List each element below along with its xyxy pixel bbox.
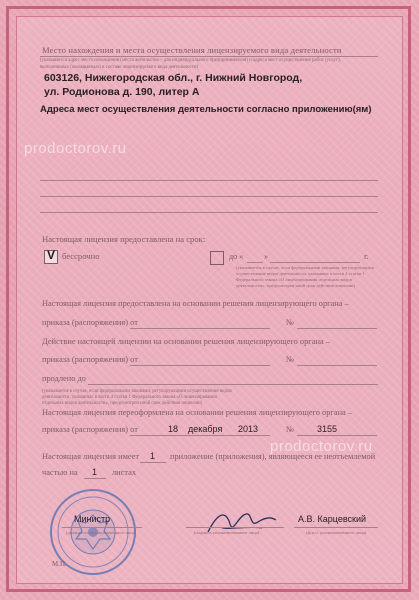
until-label: до «	[229, 252, 244, 261]
mp-label: М.П.	[52, 560, 67, 568]
divider	[40, 212, 378, 213]
term-note-2: осуществление видов деятельности, указанных в части 4 статьи 1	[236, 271, 365, 276]
extension-label: Действие настоящей лицензии на основании решения лицензирующего органа –	[42, 337, 330, 346]
term-note-1: (указывается в случае, если федеральными законами, регулирующими	[236, 265, 375, 270]
sheets-line	[84, 478, 106, 479]
extension-note-3: отдельных видов деятельности», предусмотрен иной срок действия лицензии)	[42, 401, 203, 406]
reissue-number: 3155	[317, 424, 338, 434]
appendix-count-line	[140, 462, 166, 463]
unlimited-label: бессрочно	[62, 251, 100, 261]
extension-note-2: деятельности, указанных в части 4 статьи 1 Федерального закона «О лицензировании	[42, 395, 218, 400]
place-note: (указывается адрес места нахождения (места жительства – для индивидуального предпринимателя) и адреса мест осуществления работ (услуг),	[40, 58, 341, 63]
position-note: (должность уполномоченного лица)	[66, 530, 137, 535]
date-day-line	[247, 262, 263, 263]
sheets-text-2: листах	[112, 468, 137, 477]
term-note-3: Федерального закона «О лицензировании отдельных видов	[236, 277, 352, 282]
extension-note-1: (указывается в случае, если федеральными законами, регулирующими осуществление видов	[42, 389, 232, 394]
check-mark-icon: V	[47, 248, 56, 262]
extension-order: приказа (распоряжения) от	[42, 355, 138, 364]
term-note-4: деятельности», предусмотрен иной срок действия лицензии)	[236, 283, 356, 288]
appendix-count-text-2: приложение (приложения), являющееся ее неотъемлемой	[170, 452, 376, 461]
appendix-count-text: Настоящая лицензия имеет	[42, 452, 139, 461]
reissue-day: 18	[168, 424, 179, 434]
basis-number-line	[297, 328, 377, 329]
until-year: г.	[364, 252, 369, 261]
name-line	[294, 527, 378, 528]
place-note-2: выполняемых (оказываемых) в составе лицензируемого вида деятельности)	[40, 65, 199, 70]
extension-number-line	[297, 365, 377, 366]
divider	[40, 196, 378, 197]
reissue-date-line	[130, 435, 270, 436]
until-quote-close: »	[264, 252, 269, 261]
reissue-label: Настоящая лицензия переоформлена на основании решения лицензирующего органа –	[42, 408, 353, 417]
date-month-line	[270, 262, 360, 263]
signer-name: А.В. Карцевский	[298, 514, 366, 524]
sheets-text: частью на	[42, 468, 78, 477]
extended-until: продлено до	[42, 374, 86, 383]
address-line-1: 603126, Нижегородская обл., г. Нижний Новгород,	[44, 72, 303, 84]
signature-note: (подпись уполномоченного лица)	[194, 530, 260, 535]
signer-position: Министр	[74, 514, 111, 524]
watermark: prodoctorov.ru	[24, 140, 127, 157]
basis-number: №	[286, 318, 294, 327]
until-checkbox	[210, 251, 224, 265]
divider	[40, 180, 378, 181]
reissue-number-sign: №	[286, 425, 294, 434]
basis-date-line	[130, 328, 270, 329]
term-label: Настоящая лицензия предоставлена на срок:	[42, 234, 206, 244]
reissue-number-line	[297, 435, 377, 436]
extension-number: №	[286, 355, 294, 364]
address-line-2: ул. Родионова д. 190, литер А	[44, 86, 200, 98]
signature-line	[186, 527, 284, 528]
reissue-month: декабря	[188, 424, 223, 434]
position-line	[62, 527, 142, 528]
reissue-year: 2013	[238, 424, 259, 434]
appendix-count: 1	[150, 451, 156, 461]
basis-order: приказа (распоряжения) от	[42, 318, 138, 327]
signature-icon	[200, 502, 280, 542]
unlimited-checkbox	[44, 250, 58, 264]
basis-label: Настоящая лицензия предоставлена на основании решения лицензирующего органа –	[42, 299, 349, 308]
appendix-note: Адреса мест осуществления деятельности согласно приложению(ям)	[40, 104, 372, 115]
place-title: Место нахождения и места осуществления лицензируемого вида деятельности	[42, 45, 342, 55]
extended-until-line	[88, 384, 378, 385]
extension-date-line	[130, 365, 270, 366]
sheets-count: 1	[92, 467, 98, 477]
name-note: (ф.и.о. уполномоченного лица)	[306, 530, 367, 535]
reissue-order: приказа (распоряжения) от	[42, 425, 138, 434]
watermark: prodoctorov.ru	[270, 438, 373, 455]
